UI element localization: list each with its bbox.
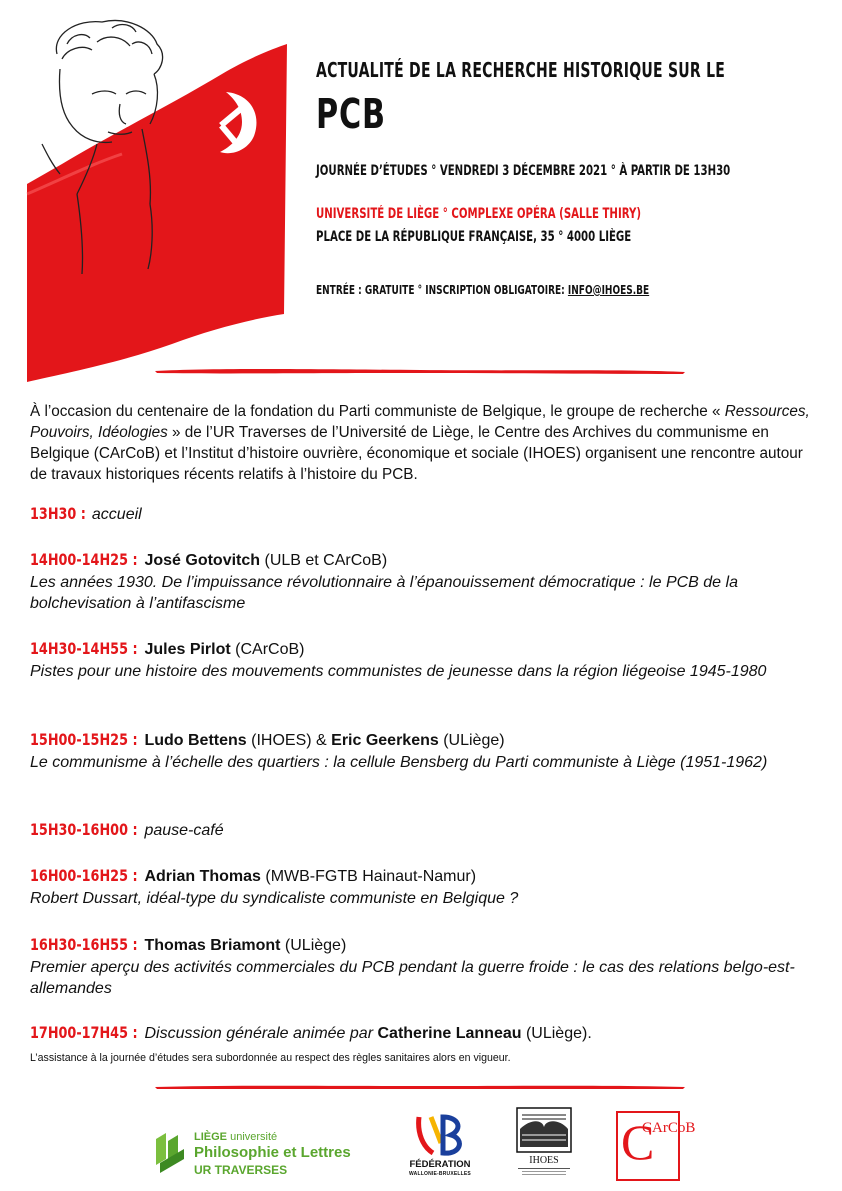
event-title-line1: ACTUALITÉ DE LA RECHERCHE HISTORIQUE SUR LE	[316, 58, 726, 82]
slot-time: 14H30-14H55 :	[30, 639, 138, 658]
entry-info	[316, 282, 649, 297]
speaker-name: Catherine Lanneau	[377, 1025, 522, 1042]
speaker-affiliation: (MWB-FGTB Hainaut-Namur)	[265, 868, 477, 885]
sanitary-note: L’assistance à la journée d’études sera subordonnée au respect des règles sanitaires alors en vigueur.	[30, 1052, 511, 1064]
carcob-logo	[616, 1111, 696, 1181]
red-flag-illustration	[22, 14, 292, 384]
program-slot-pirlot	[30, 638, 820, 682]
talk-title: Premier aperçu des activités commerciales du PCB pendant la guerre froide : le cas des relations belgo-est-allemandes	[30, 958, 795, 997]
intro-paragraph	[30, 401, 820, 485]
ihoes-rule	[518, 1168, 570, 1169]
partner-logos	[0, 1105, 842, 1185]
ihoes-rule-2	[522, 1171, 566, 1172]
fwb-subname: WALLONIE-BRUXELLES	[409, 1171, 471, 1177]
speaker-name: Ludo Bettens	[144, 732, 247, 749]
slot-label: Discussion générale animée par	[144, 1025, 374, 1042]
ihoes-rule-3	[522, 1174, 566, 1175]
ihoes-mark-icon	[516, 1107, 572, 1153]
slot-time: 14H00-14H25 :	[30, 550, 138, 569]
program-slot-discussion	[30, 1022, 820, 1045]
event-date-line: JOURNÉE D’ÉTUDES ° VENDREDI 3 DÉCEMBRE 2021 ° À PARTIR DE 13H30	[316, 163, 731, 179]
slot-label: pause-café	[144, 822, 224, 839]
slot-time: 13H30 :	[30, 504, 86, 523]
intro-text-1: À l’occasion du centenaire de la fondation du Parti communiste de Belgique, le groupe de recherche «	[30, 403, 725, 420]
intro-text-2: » de l’UR Traverses de l’Université de Liège, le Centre des Archives du communisme en Belgique (CArCoB) et l’Institut d’histoire ouvrière, économique et sociale (IHOES) organisent une rencontre autour de travaux historiques récents relatifs à l’histoire du PCB.	[30, 424, 803, 483]
fwb-name: FÉDÉRATION	[409, 1159, 471, 1170]
uliege-name-2: université	[230, 1131, 278, 1143]
uliege-logo	[156, 1129, 381, 1184]
carcob-name: CArCoB	[642, 1120, 696, 1136]
program-slot-briamont	[30, 934, 820, 1000]
red-brush-divider-top	[155, 366, 685, 376]
slot-time: 17H00-17H45 :	[30, 1023, 138, 1042]
slot-time: 16H00-16H25 :	[30, 866, 138, 885]
speaker-name: José Gotovitch	[144, 552, 261, 569]
slot-time: 16H30-16H55 :	[30, 935, 138, 954]
program-slot-adrian-thomas	[30, 865, 820, 909]
talk-title: Robert Dussart, idéal-type du syndicaliste communiste en Belgique ?	[30, 889, 519, 907]
intro-group-name: Ressources, Pouvoirs, Idéologies	[30, 403, 810, 441]
speaker-affiliation: (IHOES) &	[251, 732, 327, 749]
program-slot-bettens-geerkens	[30, 729, 820, 773]
registration-email-link[interactable]: INFO@IHOES.BE	[567, 282, 650, 297]
entry-text: ENTRÉE : GRATUITE ° INSCRIPTION OBLIGATOIRE:	[316, 282, 568, 297]
speaker-affiliation: (CArCoB)	[235, 641, 305, 658]
speaker-name: Thomas Briamont	[144, 937, 281, 954]
uliege-mark-icon	[156, 1133, 188, 1173]
fwb-logo	[405, 1113, 475, 1185]
speaker-name-2: Eric Geerkens	[331, 732, 439, 749]
talk-title: Les années 1930. De l’impuissance révolutionnaire à l’épanouissement démocratique : le PCB de la bolchevisation à l’antifascisme	[30, 573, 738, 612]
speaker-name: Jules Pirlot	[144, 641, 231, 658]
speaker-affiliation-2: (ULiège)	[443, 732, 505, 749]
red-brush-divider-bottom	[155, 1082, 685, 1092]
program-slot-coffee-break	[30, 819, 820, 842]
speaker-affiliation: (ULiège)	[284, 937, 347, 954]
slot-label: accueil	[91, 506, 142, 523]
venue-name: UNIVERSITÉ DE LIÈGE ° COMPLEXE OPÉRA (SALLE THIRY)	[316, 206, 641, 222]
ihoes-name: IHOES	[529, 1155, 559, 1166]
talk-title: Le communisme à l’échelle des quartiers : la cellule Bensberg du Parti communiste à Liège (1951-1962)	[30, 753, 768, 771]
program-slot-welcome	[30, 503, 820, 526]
speaker-name: Adrian Thomas	[144, 868, 261, 885]
speaker-affiliation: (ULB et CArCoB)	[264, 552, 388, 569]
venue-address: PLACE DE LA RÉPUBLIQUE FRANÇAISE, 35 ° 4000 LIÈGE	[316, 229, 632, 245]
slot-time: 15H30-16H00 :	[30, 820, 138, 839]
uliege-faculty: Philosophie et Lettres	[194, 1144, 351, 1161]
event-title-acronym: PCB	[316, 90, 386, 138]
slot-time: 15H00-15H25 :	[30, 730, 138, 749]
carcob-big-c: C	[621, 1114, 655, 1170]
uliege-unit: UR TRAVERSES	[194, 1163, 288, 1177]
uliege-name: LIÈGE	[194, 1131, 228, 1143]
fwb-mark-icon	[415, 1113, 465, 1157]
speaker-affiliation: (ULiège).	[525, 1025, 592, 1042]
program-slot-gotovitch	[30, 549, 820, 615]
ihoes-logo	[512, 1107, 576, 1183]
talk-title: Pistes pour une histoire des mouvements communistes de jeunesse dans la région liégeoise 1945-1980	[30, 662, 767, 680]
